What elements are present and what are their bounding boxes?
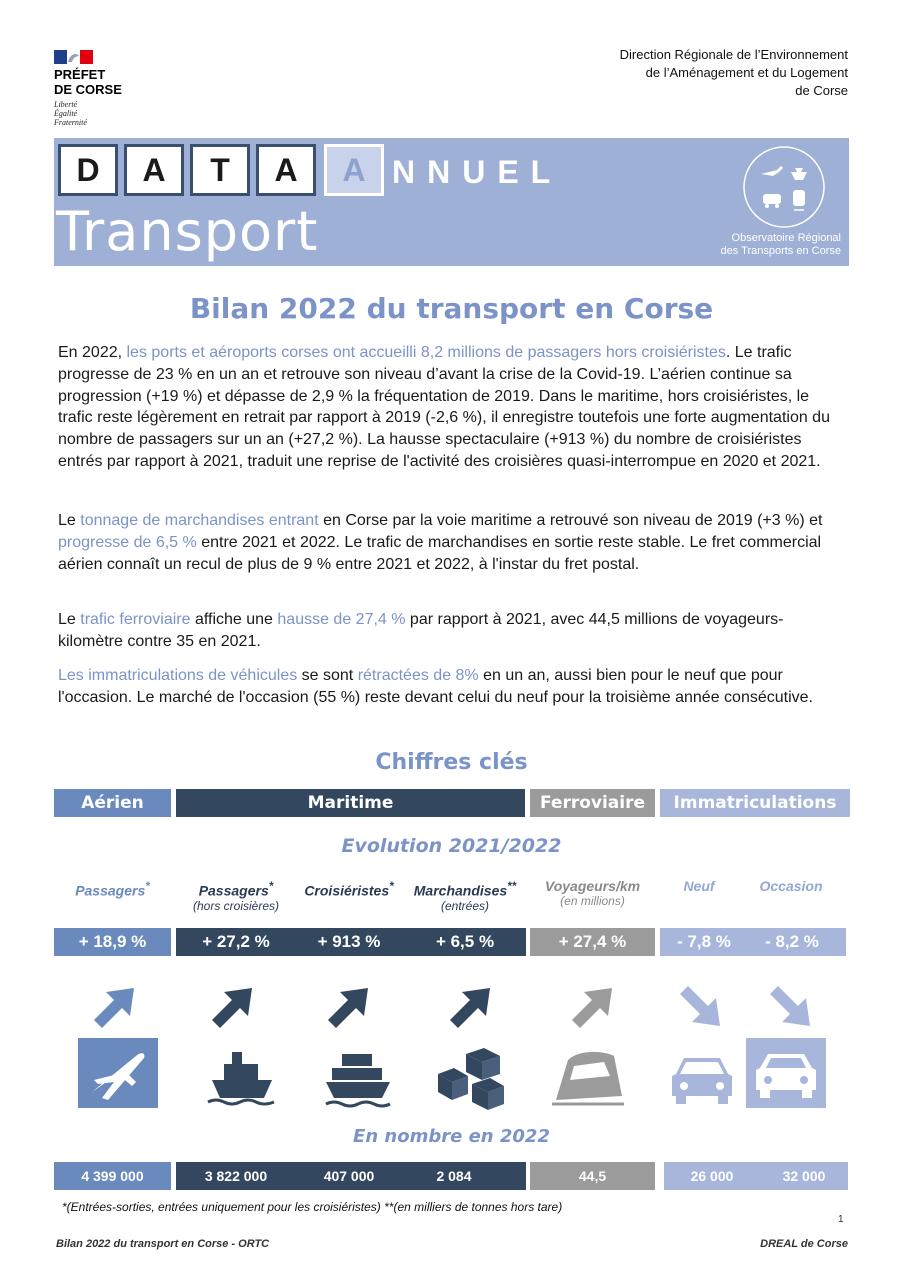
label-neuf: Neuf <box>683 878 715 894</box>
key-figures-title: Chiffres clés <box>375 750 528 775</box>
arrow-down-right-icon <box>670 976 730 1036</box>
category-maritime: Maritime <box>176 789 525 817</box>
paragraph-passengers: En 2022, les ports et aéroports corses ont accueilli 8,2 millions de passagers hors croisiéristes. Le trafic progresse de 23 % en un an et retrouve son niveau d’avant la crise de la Covid-19. L’aérien continue sa progression (+19 %) et dépasse de 2,9 % la fréquentation de 2019. Dans le maritime, hors croisiéristes, le trafic reste légèrement en retrait par rapport à 2019 (-2,6 %), il enregistre toutefois une forte augmentation du nombre de passagers sur un an (+27,2 %). La hausse spectaculaire (+913 %) du nombre de croisiéristes entrés par rapport à 2021, traduit une reprise de l'activité des croisières quasi-interrompue en 2020 et 2021. <box>58 344 830 470</box>
marianne-flag-icon <box>54 48 94 66</box>
num-passagers-mar: 3 822 000 <box>204 1168 268 1184</box>
observatory-name: Observatoire Régional des Transports en Corse <box>720 232 841 257</box>
label-occasion: Occasion <box>759 878 823 894</box>
label-voyageurs-km: Voyageurs/km (en millions) <box>544 878 641 908</box>
num-neuf: 26 000 <box>690 1168 734 1184</box>
dreal-header: Direction Régionale de l’Environnement de l’Aménagement et du Logement de Corse <box>619 47 848 98</box>
pct-neuf: - 7,8 % <box>677 932 731 951</box>
banner-transport: Transport <box>56 200 319 263</box>
num-occasion: 32 000 <box>782 1168 826 1184</box>
arrow-up-right-icon <box>440 978 500 1038</box>
data-annuel-banner <box>54 138 849 266</box>
pct-marchandises: + 6,5 % <box>435 932 495 951</box>
plane-icon <box>78 1038 158 1108</box>
category-immatriculations: Immatriculations <box>660 789 850 817</box>
paragraph-rail: Le trafic ferroviaire affiche une hausse de 27,4 % par rapport à 2021, avec 44,5 millions de voyageurs-kilomètre contre 35 en 2021. <box>58 611 784 650</box>
cargo-boxes-icon <box>432 1044 512 1114</box>
label-croisieristes: Croisiéristes* <box>304 880 394 899</box>
arrow-up-right-icon <box>84 978 144 1038</box>
num-voyageurs-km: 44,5 <box>530 1162 655 1190</box>
page-number: 1 <box>838 1214 844 1225</box>
page-title: Bilan 2022 du transport en Corse <box>189 292 714 325</box>
ship-icon <box>202 1040 282 1110</box>
logo-corse: DE CORSE <box>54 82 122 97</box>
banner-annuel-rest: NNUEL <box>392 154 563 190</box>
arrow-up-right-icon <box>562 978 622 1038</box>
pct-passagers-mar: + 27,2 % <box>202 932 270 951</box>
pct-passagers-air: + 18,9 % <box>54 928 171 956</box>
observatory-logo-icon <box>739 142 829 232</box>
banner-letter-a: A <box>124 144 184 196</box>
train-icon <box>548 1040 628 1110</box>
banner-annuel-a: A <box>324 144 384 196</box>
arrow-up-right-icon <box>318 978 378 1038</box>
ferry-icon <box>318 1046 398 1116</box>
footnote: *(Entrées-sorties, entrées uniquement pour les croisiéristes) **(en milliers de tonnes hors tare) <box>62 1200 563 1214</box>
label-passagers-mar: Passagers* (hors croisières) <box>192 880 279 913</box>
num-marchandises: 2 084 <box>436 1168 472 1184</box>
footer-right: DREAL de Corse <box>760 1238 848 1250</box>
car-icon <box>746 1038 826 1108</box>
label-marchandises: Marchandises** (entrées) <box>413 880 517 913</box>
car-icon <box>662 1046 742 1116</box>
label-passagers-air: Passagers* <box>75 880 150 899</box>
pct-voyageurs-km: + 27,4 % <box>530 928 655 956</box>
banner-letter-t: T <box>190 144 250 196</box>
arrow-down-right-icon <box>760 976 820 1036</box>
paragraph-freight: Le tonnage de marchandises entrant en Corse par la voie maritime a retrouvé son niveau de 2019 (+3 %) et progresse de 6,5 % entre 2021 et 2022. Le trafic de marchandises en sortie reste stable. Le fret commercial aérien connaît un recul de plus de 9 % entre 2021 et 2022, à l'instar du fret postal. <box>58 512 823 573</box>
banner-letter-d: D <box>58 144 118 196</box>
num-passagers-air: 4 399 000 <box>54 1162 171 1190</box>
pct-croisieristes: + 913 % <box>317 932 381 951</box>
category-aerien: Aérien <box>54 789 171 817</box>
num-croisieristes: 407 000 <box>323 1168 375 1184</box>
logo-motto: Liberté Égalité Fraternité <box>54 100 87 127</box>
category-ferroviaire: Ferroviaire <box>530 789 655 817</box>
pct-occasion: - 8,2 % <box>765 932 819 951</box>
evolution-title: Evolution 2021/2022 <box>341 835 562 857</box>
logo-prefet: PRÉFET <box>54 67 106 82</box>
arrow-up-right-icon <box>202 978 262 1038</box>
number-title: En nombre en 2022 <box>353 1126 550 1147</box>
banner-letter-a2: A <box>256 144 316 196</box>
paragraph-registrations: Les immatriculations de véhicules se sont rétractées de 8% en un an, aussi bien pour le neuf que pour l'occasion. Le marché de l'occasion (55 %) reste devant celui du neuf pour la troisième année consécutive. <box>58 667 813 706</box>
footer-left: Bilan 2022 du transport en Corse - ORTC <box>56 1238 270 1250</box>
